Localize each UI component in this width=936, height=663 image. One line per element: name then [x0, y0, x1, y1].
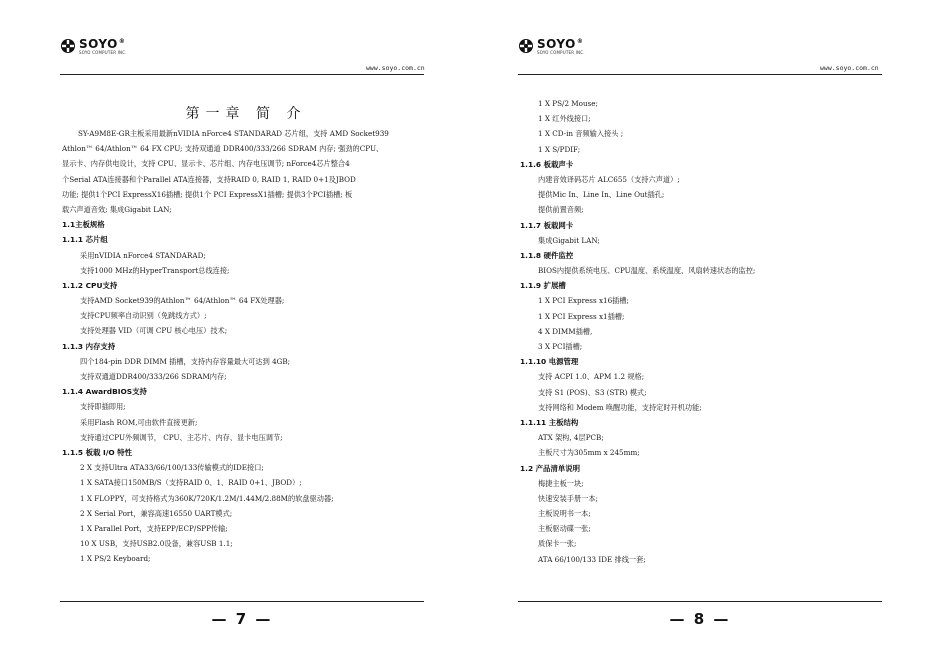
- brand-subtext: SOYO COMPUTER INC.: [79, 49, 127, 55]
- section-heading: 1.1.3 内存支持: [62, 341, 116, 351]
- spec-line: 提供Mic In、Line In、Line Out插孔;: [538, 190, 665, 200]
- left-page: [56, 0, 476, 663]
- intro-line: Athlon™ 64/Athlon™ 64 FX CPU; 支持双通道 DDR400/333/266 SDRAM 内存; 强劲的CPU、: [62, 144, 384, 154]
- brand-logo: [518, 36, 585, 56]
- site-url: www.soyo.com.cn: [820, 64, 879, 72]
- spec-line: 支持网络和 Modem 唤醒功能，支持定时开机功能;: [538, 402, 702, 412]
- footer-rule: [60, 601, 424, 602]
- spec-line: 主板尺寸为305mm x 245mm;: [538, 448, 640, 458]
- spec-line: 梅捷主板一块;: [538, 478, 584, 488]
- section-heading: 1.1主板规格: [62, 220, 105, 230]
- brand-name: SOYO: [79, 36, 118, 51]
- footer-rule: [518, 601, 882, 602]
- section-heading: 1.1.9 扩展槽: [520, 281, 566, 291]
- spec-line: 支持 ACPI 1.0、APM 1.2 规格;: [538, 372, 645, 382]
- page-number: — 8 —: [669, 610, 731, 628]
- section-heading: 1.1.1 芯片组: [62, 235, 108, 245]
- intro-line: 功能; 提供1个PCI ExpressX16插槽; 提供1个 PCI ExpressX1插槽; 提供3个PCI插槽; 板: [62, 189, 353, 199]
- spec-line: 3 X PCI插槽;: [538, 342, 583, 351]
- brand-name: SOYO: [537, 36, 576, 51]
- page-number: — 7 —: [211, 610, 273, 628]
- spec-line: 采用nVIDIA nForce4 STANDARAD;: [80, 250, 206, 260]
- spec-line: 1 X PS/2 Keyboard;: [80, 554, 151, 564]
- spec-line: 1 X 红外线接口;: [538, 114, 591, 124]
- spec-line: 支持即插即用;: [80, 402, 126, 412]
- section-heading: 1.2 产品清单说明: [520, 463, 581, 473]
- spec-line: 1 X S/PDIF;: [538, 144, 581, 154]
- spec-line: 主板驱动碟一张;: [538, 524, 591, 534]
- chapter-title: 第一章 简 介: [185, 106, 307, 122]
- spec-line: 1 X PS/2 Mouse;: [538, 99, 598, 108]
- header-rule: [60, 74, 424, 75]
- spec-line: 1 X CD-in 音频输入接头 ;: [538, 129, 624, 139]
- spec-line: 内建音效译码芯片 ALC655（支持六声道）;: [538, 174, 680, 184]
- spec-line: 支持 S1 (POS)、S3 (STR) 模式;: [538, 387, 647, 397]
- left-body: [62, 126, 466, 566]
- header-rule: [518, 74, 882, 75]
- section-heading: 1.1.2 CPU支持: [62, 280, 118, 290]
- spec-line: 1 X SATA接口150MB/S（支持RAID 0、1、RAID 0+1、JBOD）;: [80, 478, 302, 488]
- spec-line: 1 X PCI Express x16插槽;: [538, 296, 629, 306]
- brand-logo: [60, 36, 127, 56]
- spec-line: BIOS内提供系统电压、CPU温度、系统温度、风扇转速状态的监控;: [538, 266, 756, 276]
- intro-line: 显示卡、内存供电设计，支持 CPU、显示卡、芯片组、内存电压调节; nForce4芯片整合4: [62, 159, 350, 169]
- spec-line: ATA 66/100/133 IDE 排线一套;: [538, 554, 646, 564]
- registered-mark: ®: [118, 37, 126, 45]
- spec-line: 质保卡一张;: [538, 539, 577, 549]
- soyo-logo-icon: [60, 38, 76, 54]
- spec-line: 提供前置音频;: [538, 205, 584, 215]
- spec-line: 1 X FLOPPY，可支持格式为360K/720K/1.2M/1.44M/2.88M的软盘驱动器;: [80, 493, 334, 503]
- spec-line: 支持通过CPU外频调节， CPU、主芯片、内存、显卡电压调节;: [80, 432, 283, 442]
- section-heading: 1.1.6 板载声卡: [520, 159, 574, 169]
- spec-line: 集成Gigabit LAN;: [538, 235, 600, 245]
- spec-line: 快速安装手册一本;: [538, 493, 598, 503]
- spec-line: 四个184-pin DDR DIMM 插槽，支持内存容量最大可达到 4GB;: [80, 356, 291, 366]
- spec-line: 2 X Serial Port，兼容高速16550 UART模式;: [80, 508, 233, 518]
- spec-line: 4 X DIMM插槽,: [538, 326, 593, 336]
- spec-line: 1 X Parallel Port，支持EPP/ECP/SPP传输;: [80, 523, 228, 533]
- section-heading: 1.1.10 电源管理: [520, 357, 579, 367]
- brand-subtext: SOYO COMPUTER INC.: [537, 49, 585, 55]
- right-page: [514, 0, 934, 663]
- section-heading: 1.1.8 硬件监控: [520, 250, 574, 260]
- spec-line: 2 X 支持Ultra ATA33/66/100/133传输模式的IDE接口;: [80, 463, 264, 473]
- site-url: www.soyo.com.cn: [366, 64, 425, 72]
- spec-line: 支持1000 MHz的HyperTransport总线连接;: [80, 265, 230, 275]
- spec-line: 主板说明书一本;: [538, 509, 591, 519]
- section-heading: 1.1.7 板载网卡: [520, 220, 574, 230]
- intro-line: SY-A9M8E-GR主板采用最新nVIDIA nForce4 STANDARAD 芯片组，支持 AMD Socket939: [78, 129, 389, 138]
- spec-line: 采用Flash ROM,可由软件直接更新;: [80, 417, 198, 427]
- spec-line: 支持处理器 VID（可调 CPU 核心电压）技术;: [80, 326, 228, 336]
- intro-line: 载六声道音效; 集成Gigabit LAN;: [62, 204, 172, 214]
- section-heading: 1.1.4 AwardBIOS支持: [62, 387, 147, 397]
- spec-line: ATX 架构, 4层PCB;: [538, 433, 604, 443]
- spec-line: 支持AMD Socket939的Athlon™ 64/Athlon™ 64 FX处理器;: [80, 296, 285, 306]
- section-heading: 1.1.5 板载 I/O 特性: [62, 447, 133, 457]
- spec-line: 10 X USB，支持USB2.0设备，兼容USB 1.1;: [80, 539, 233, 549]
- section-heading: 1.1.11 主板结构: [520, 417, 579, 427]
- spec-line: 支持双通道DDR400/333/266 SDRAM内存;: [80, 372, 227, 381]
- intro-line: 个Serial ATA连接器和个Parallel ATA连接器，支持RAID 0, RAID 1, RAID 0+1及JBOD: [62, 174, 356, 184]
- spec-line: 1 X PCI Express x1插槽;: [538, 311, 625, 321]
- soyo-logo-icon: [518, 38, 534, 54]
- spec-line: 支持CPU频率自动识别（免跳线方式）;: [80, 311, 207, 321]
- right-body: [520, 96, 924, 567]
- registered-mark: ®: [576, 37, 584, 45]
